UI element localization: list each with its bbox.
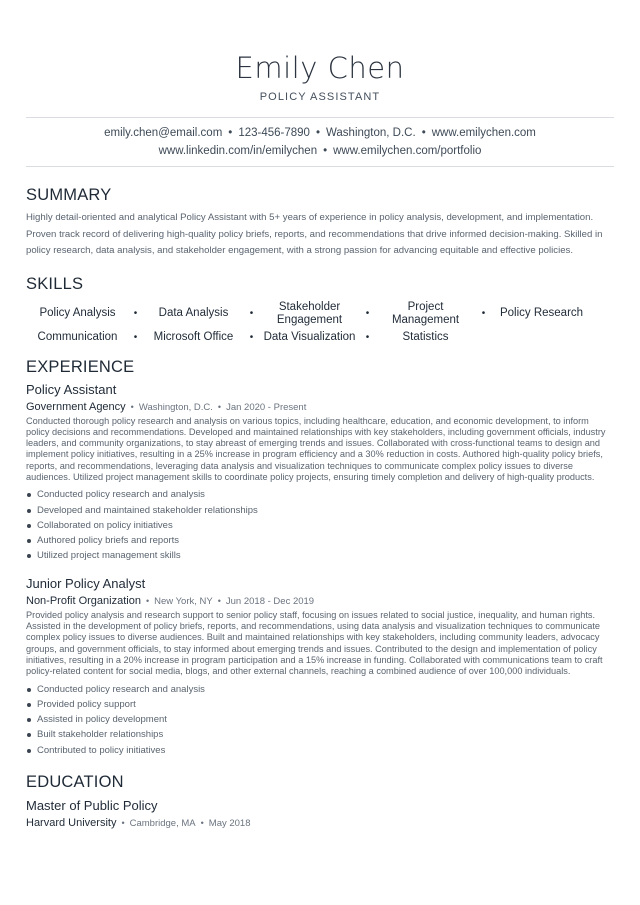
list-item: Authored policy briefs and reports — [26, 533, 614, 548]
contact-line-1 — [26, 124, 614, 142]
job-meta — [26, 401, 614, 413]
bullet-dot-icon: • — [249, 331, 254, 343]
job-title: Junior Policy Analyst — [26, 575, 146, 591]
list-item: Collaborated on policy initiatives — [26, 518, 614, 533]
school-name: Harvard University — [26, 817, 117, 830]
candidate-role: POLICY ASSISTANT — [259, 91, 381, 103]
bullet-dot-icon: • — [365, 308, 370, 319]
bullet-dot-icon: • — [481, 308, 486, 319]
summary-text: Highly detail-oriented and analytical Policy Assistant with 5+ years of experience in policy analysis, development, and implementation. Proven track record of delivering high-quality policy briefs, reports, and recommendations that drive informed decision-making. Skilled in policy research, data analysis, and stakeholder engagement, with a strong passion for advancing equitable and effective policies. — [26, 212, 603, 256]
contact-linkedin[interactable]: www.linkedin.com/in/emilychen — [158, 145, 318, 157]
bullet-dot-icon: • — [133, 331, 138, 343]
separator-dot-icon: • — [130, 401, 134, 412]
separator-dot-icon: • — [323, 145, 328, 157]
separator-dot-icon: • — [228, 127, 233, 139]
school-location: Cambridge, MA — [129, 818, 196, 830]
skill-item: Project Management — [391, 300, 460, 326]
graduation-date: May 2018 — [208, 818, 251, 830]
job-dates: Jun 2018 - Dec 2019 — [225, 595, 315, 607]
skills-section — [26, 275, 614, 344]
resume-header — [26, 0, 614, 103]
skill-item: Policy Analysis — [39, 307, 116, 319]
contact-website[interactable]: www.emilychen.com — [431, 127, 536, 139]
skill-item: Statistics — [402, 330, 449, 343]
skill-item: Microsoft Office — [153, 330, 234, 343]
contact-portfolio[interactable]: www.emilychen.com/portfolio — [333, 145, 482, 157]
job-company: Government Agency — [26, 400, 126, 413]
skills-heading: SKILLS — [26, 274, 84, 293]
bullet-dot-icon: • — [365, 331, 370, 343]
candidate-name: Emily Chen — [235, 51, 405, 85]
separator-dot-icon: • — [315, 127, 320, 139]
list-item: Contributed to policy initiatives — [26, 743, 614, 758]
education-heading: EDUCATION — [26, 773, 124, 792]
skill-item: Policy Research — [499, 307, 584, 319]
header-divider-bottom — [26, 166, 614, 167]
list-item: Assisted in policy development — [26, 712, 614, 727]
experience-heading: EXPERIENCE — [26, 357, 135, 376]
separator-dot-icon: • — [200, 818, 204, 829]
list-item: Utilized project management skills — [26, 548, 614, 563]
job-location: New York, NY — [154, 595, 213, 607]
job-description: Provided policy analysis and research support to senior policy staff, focusing on issues related to social justice, inequality, and human rights. Assisted in the development of policy briefs, reports, and recommendations, using data analysis and visualization techniques to communicate complex policy issues to diverse audiences. Built and maintained relationships with key stakeholders, including community leaders, advocacy groups, and government officials, to stay informed about emerging trends and issues. Contributed to the design and implementation of policy initiatives, resulting in a 20% increase in program participation and a 15% increase in funding. Collaborated with communications team to craft policy-related content for social media, blogs, and other external channels, reaching a combined audience of over 100,000 individuals. — [26, 609, 603, 677]
list-item: Developed and maintained stakeholder relationships — [26, 503, 614, 518]
job-company: Non-Profit Organization — [26, 594, 141, 607]
job-entry — [26, 576, 614, 758]
job-description: Conducted thorough policy research and analysis on various topics, including healthcare, education, and economic development, to inform policy decisions and recommendations. Developed and maintained relationships with key stakeholders, including government officials, industry leaders, and community organizations, to stay abreast of emerging trends and issues. Collaborated with cross-functional teams to design and implement policy initiatives, resulting in a 25% increase in program efficiency and a 30% reduction in costs. Authored high-quality policy briefs, reports, and recommendations, leveraging data analysis and visualization techniques to communicate complex policy issues to diverse audiences. Utilized project management skills to coordinate policy projects, ensuring timely completion and delivery of high-quality products. — [26, 415, 606, 482]
separator-dot-icon: • — [217, 401, 222, 412]
experience-section — [26, 358, 614, 759]
list-item: Built stakeholder relationships — [26, 727, 614, 742]
job-title: Policy Assistant — [26, 381, 117, 397]
list-item: Provided policy support — [26, 697, 614, 712]
list-item: Conducted policy research and analysis — [26, 682, 614, 697]
job-bullets — [26, 682, 614, 758]
skill-item: Data Visualization — [263, 330, 356, 343]
list-item: Conducted policy research and analysis — [26, 487, 614, 502]
skill-item: Communication — [37, 330, 118, 343]
job-meta — [26, 595, 614, 607]
contact-line-2 — [26, 142, 614, 160]
skill-item: Data Analysis — [158, 307, 229, 319]
skills-grid — [26, 301, 614, 344]
separator-dot-icon: • — [145, 595, 150, 606]
job-location: Washington, D.C. — [138, 401, 213, 413]
job-dates: Jan 2020 - Present — [226, 401, 307, 413]
separator-dot-icon: • — [421, 127, 426, 139]
job-bullets — [26, 487, 614, 563]
job-entry — [26, 382, 614, 564]
contact-email[interactable]: emily.chen@email.com — [104, 127, 223, 139]
education-meta — [26, 817, 614, 829]
contact-phone[interactable]: 123-456-7890 — [238, 127, 310, 139]
separator-dot-icon: • — [217, 595, 221, 606]
bullet-dot-icon: • — [133, 308, 138, 319]
bullet-dot-icon: • — [249, 308, 254, 319]
education-section — [26, 773, 614, 829]
skill-item: Stakeholder Engagement — [276, 300, 343, 326]
separator-dot-icon: • — [121, 818, 125, 829]
contact-info — [26, 118, 614, 166]
summary-heading: SUMMARY — [26, 186, 112, 204]
contact-location: Washington, D.C. — [325, 127, 416, 139]
summary-section — [26, 186, 614, 260]
degree-title: Master of Public Policy — [26, 798, 158, 814]
